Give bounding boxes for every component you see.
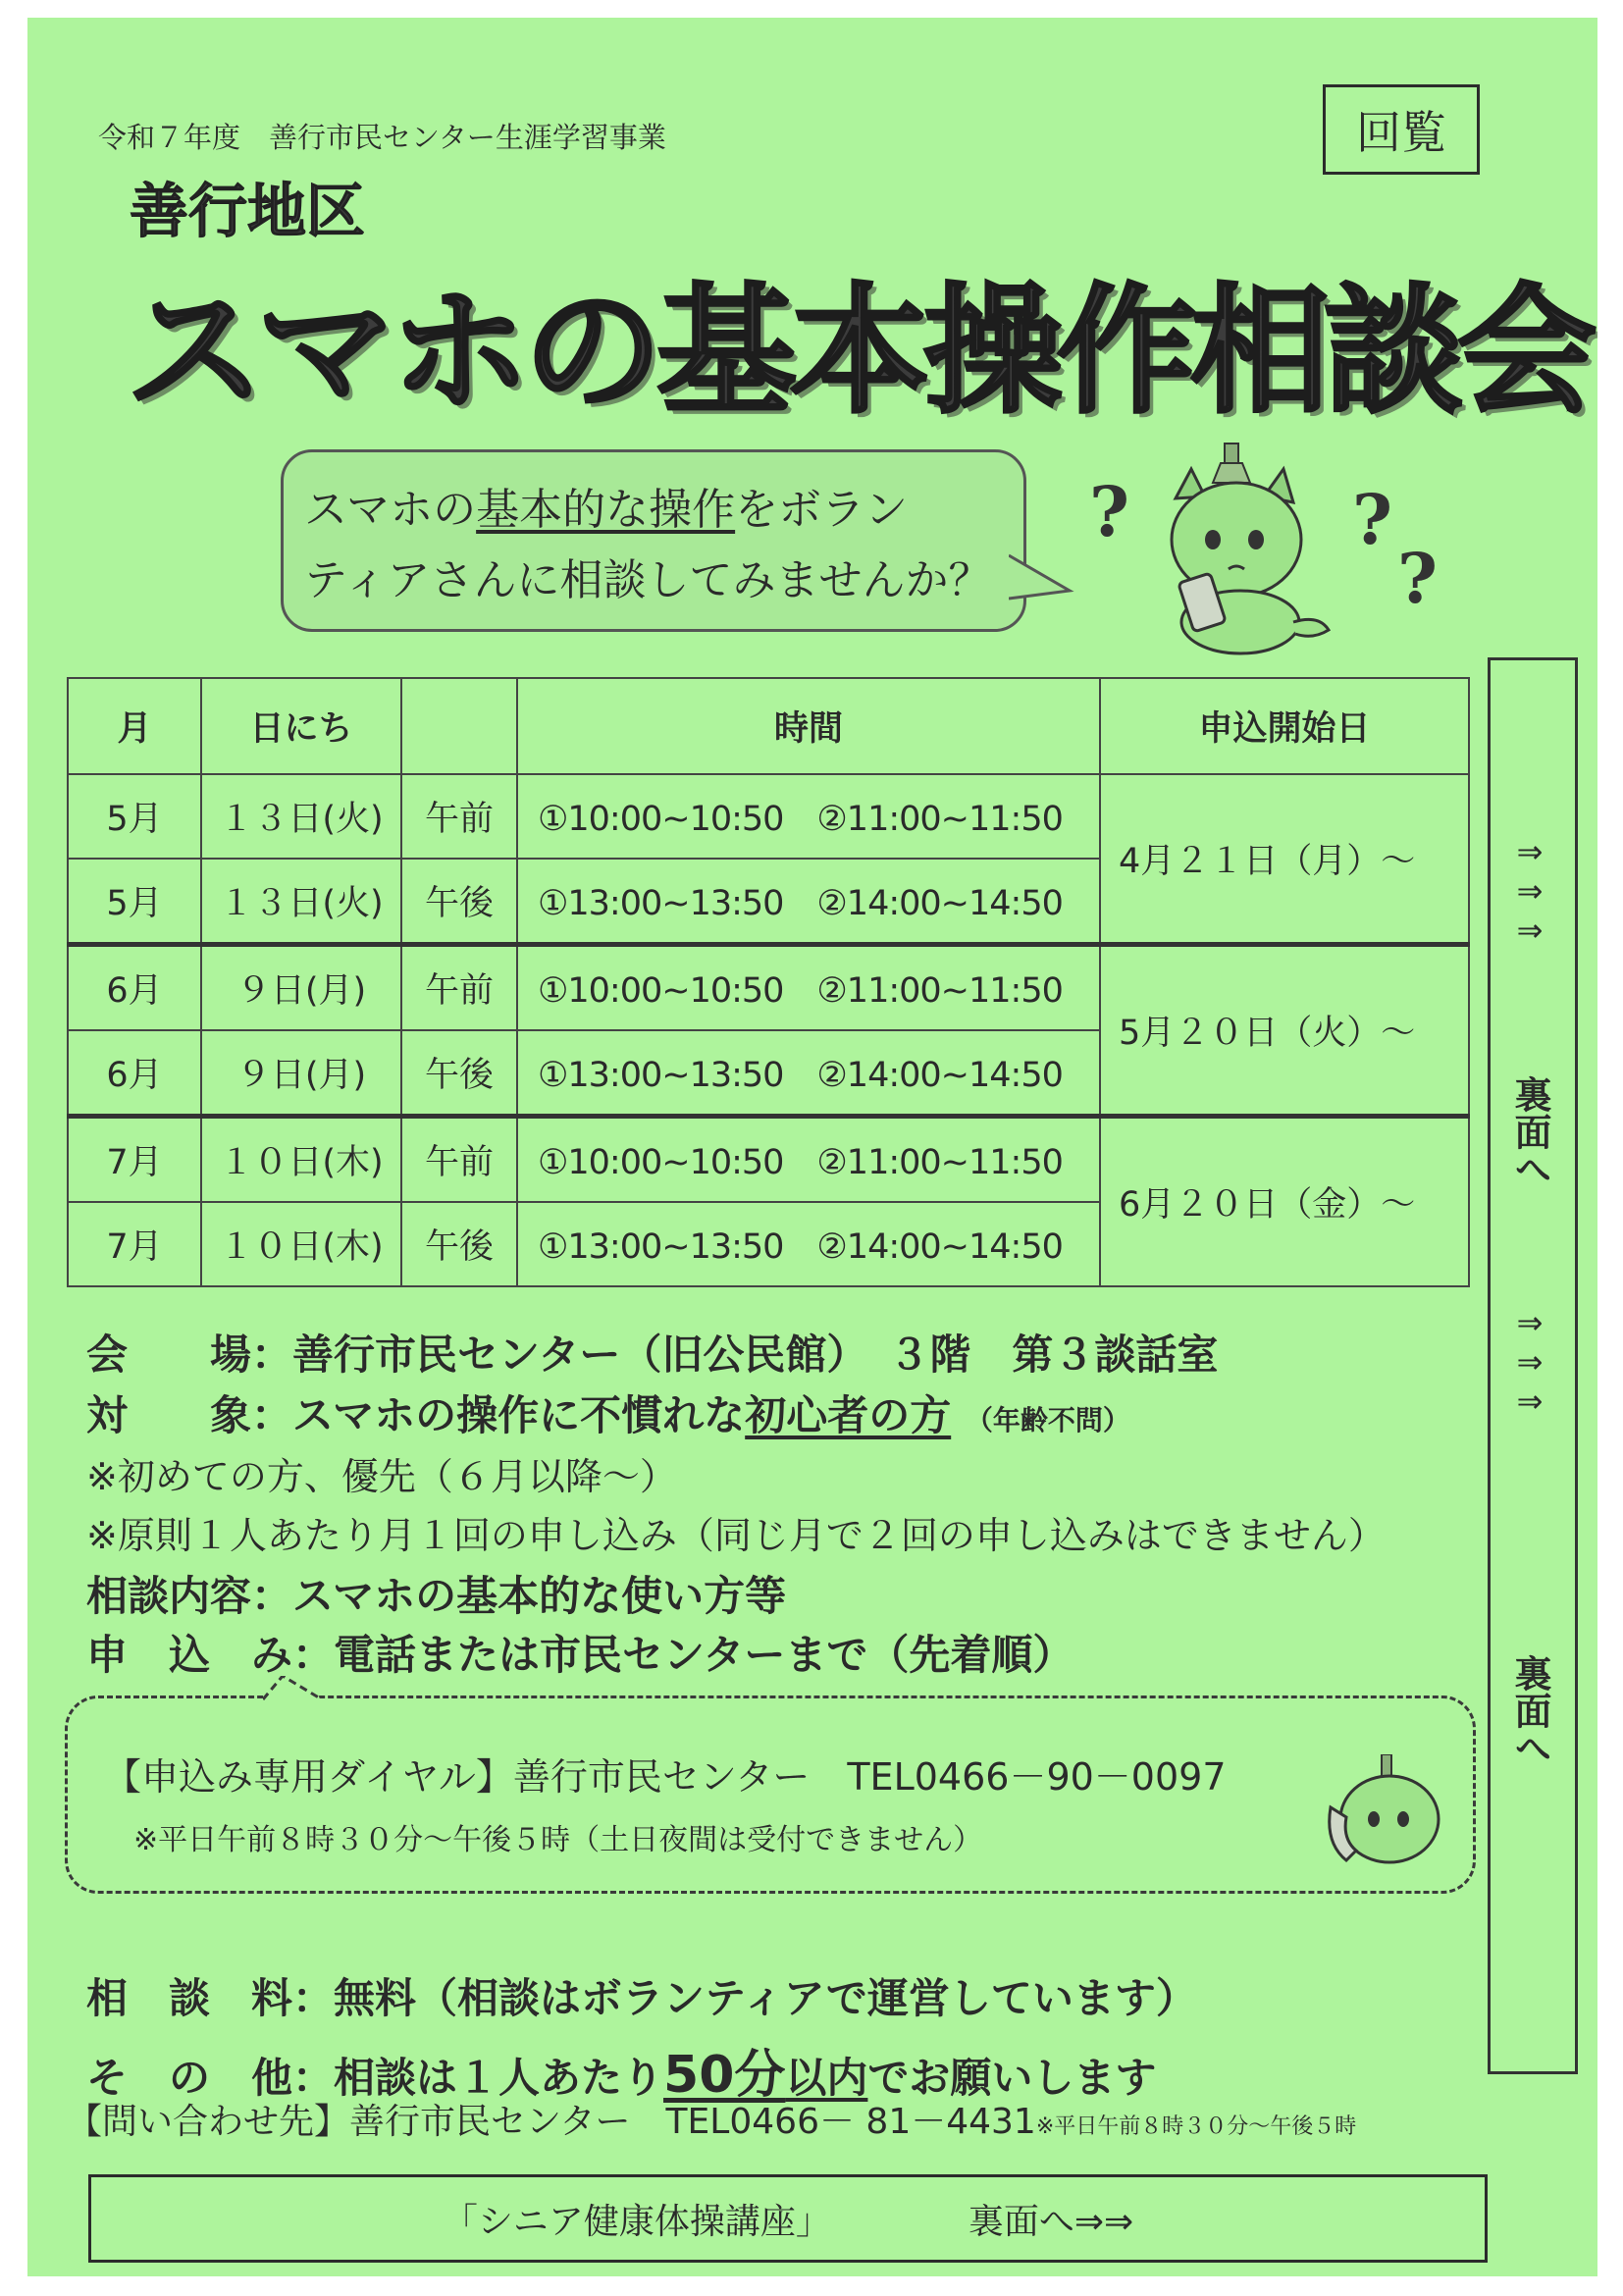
arrow-icon: ⇒: [1516, 912, 1544, 949]
arrow-icon: ⇒: [1516, 1304, 1544, 1341]
bubble-text: [304, 475, 1011, 616]
other-value-b: 50分: [663, 2046, 786, 2105]
district-title: 善行地区: [130, 178, 365, 246]
header-date: 日にち: [201, 678, 401, 774]
other-value-c: 以内: [785, 2054, 868, 2102]
venue-value: 善行市民センター（旧公民館） ３階 第３談話室: [292, 1331, 1219, 1379]
row-month: 5月: [68, 859, 201, 945]
apply-label: 申 込 み：: [86, 1631, 335, 1679]
row-month: 6月: [68, 1030, 201, 1117]
row-day: １０日(木): [201, 1202, 401, 1286]
arrow-icon: ⇒: [1516, 1343, 1544, 1381]
row-month: 7月: [68, 1117, 201, 1203]
senior-program-name: 「シニア健康体操講座」: [442, 2201, 831, 2242]
row-time: ①13:00~13:50 ②14:00~14:50: [517, 1030, 1100, 1117]
apply-row: [86, 1623, 1073, 1682]
row-period: 午前: [401, 1117, 517, 1203]
schedule-table: [67, 677, 1470, 1287]
page-title: スマホの基本操作相談会: [126, 271, 1592, 433]
speech-bubble-tail: [1009, 548, 1077, 616]
side-reverse-label-1: 裏面へ: [1508, 1075, 1551, 1187]
dial-box-pointer: [263, 1676, 341, 1701]
apply-value: 電話または市民センターまで（先着順）: [334, 1631, 1074, 1679]
table-row: [68, 945, 1469, 1031]
side-reverse-label-2: 裏面へ: [1508, 1654, 1551, 1766]
side-arrows-1: [1488, 832, 1572, 950]
arrow-icon: ⇒: [1516, 1383, 1544, 1420]
target-row: [86, 1383, 1130, 1442]
mascot-phone-icon: [1325, 1754, 1452, 1882]
row-time: ①13:00~13:50 ②14:00~14:50: [517, 859, 1100, 945]
apply-start-july: 6月２０日（金）～: [1100, 1117, 1469, 1287]
bottom-notice-box: [88, 2174, 1488, 2263]
flyer-sheet: [27, 18, 1597, 2276]
arrow-icon: ⇒: [1516, 833, 1544, 870]
header-apply-start: 申込開始日: [1100, 678, 1469, 774]
venue-row: [86, 1323, 1218, 1382]
row-period: 午前: [401, 774, 517, 859]
table-header-row: [68, 678, 1469, 774]
row-time: ①13:00~13:50 ②14:00~14:50: [517, 1202, 1100, 1286]
target-value-b: 初心者の方: [745, 1391, 952, 1439]
content-label: 相談内容：: [86, 1572, 293, 1620]
content-value: スマホの基本的な使い方等: [292, 1572, 787, 1620]
side-arrows-2: [1488, 1303, 1572, 1421]
row-period: 午後: [401, 859, 517, 945]
bubble-line2: ティアさんに相談してみませんか？: [304, 555, 992, 605]
header-month: 月: [68, 678, 201, 774]
row-time: ①10:00~10:50 ②11:00~11:50: [517, 945, 1100, 1031]
contact-text: 【問い合わせ先】善行市民センター TEL0466－ 81－4431: [67, 2102, 1036, 2142]
question-mark-1: ?: [1089, 471, 1130, 552]
target-note: （年齢不問）: [965, 1404, 1130, 1436]
row-day: ９日(月): [201, 945, 401, 1031]
table-row: [68, 774, 1469, 859]
row-day: ９日(月): [201, 1030, 401, 1117]
fee-label: 相 談 料：: [86, 1974, 335, 2022]
row-day: １３日(火): [201, 859, 401, 945]
apply-start-may: 4月２１日（月）～: [1100, 774, 1469, 945]
note-once-per-month: ※原則１人あたり月１回の申し込み（同じ月で２回の申し込みはできません）: [86, 1514, 1386, 1557]
arrow-icon: ⇒: [1516, 872, 1544, 910]
question-mark-2: ?: [1352, 479, 1393, 560]
contact-hours: ※平日午前８時３０分～午後５時: [1035, 2114, 1357, 2139]
content-row: [86, 1564, 786, 1623]
see-reverse-link: 裏面へ⇒⇒: [968, 2201, 1134, 2242]
question-mark-3: ?: [1397, 538, 1439, 619]
bottom-notice: [91, 2177, 1485, 2260]
bubble-line1-c: をボラン: [735, 485, 909, 535]
row-time: ①10:00~10:50 ②11:00~11:50: [517, 774, 1100, 859]
dial-phone-line: 【申込み専用ダイヤル】善行市民センター TEL0466－90－0097: [104, 1755, 1227, 1799]
header-time: 時間: [517, 678, 1100, 774]
target-label: 対 象：: [86, 1391, 293, 1439]
circulation-stamp: 回覧: [1323, 84, 1480, 175]
other-value-d: でお願いします: [867, 2054, 1157, 2102]
row-month: 6月: [68, 945, 201, 1031]
note-first-timers: ※初めての方、優先（６月以降～）: [86, 1455, 677, 1498]
table-row: [68, 1117, 1469, 1203]
bubble-line1-a: スマホの: [304, 485, 477, 535]
row-month: 5月: [68, 774, 201, 859]
bubble-line1-b: 基本的な操作: [476, 485, 736, 535]
contact-row: [67, 2094, 1356, 2144]
target-value-a: スマホの操作に不慣れな: [292, 1391, 746, 1439]
row-time: ①10:00~10:50 ②11:00~11:50: [517, 1117, 1100, 1203]
dial-hours: ※平日午前８時３０分～午後５時（土日夜間は受付できません）: [133, 1823, 983, 1857]
fee-row: [86, 1966, 1197, 2025]
other-label: そ の 他：: [86, 2054, 335, 2102]
row-period: 午前: [401, 945, 517, 1031]
other-value-a: 相談は１人あたり: [334, 2054, 664, 2102]
fee-value: 無料（相談はボランティアで運営しています）: [334, 1974, 1197, 2022]
program-line: 令和７年度 善行市民センター生涯学習事業: [98, 121, 666, 154]
venue-label: 会 場：: [86, 1331, 293, 1379]
row-day: １３日(火): [201, 774, 401, 859]
mascot-with-phone-icon: [1146, 430, 1342, 655]
apply-start-june: 5月２０日（火）～: [1100, 945, 1469, 1117]
row-month: 7月: [68, 1202, 201, 1286]
header-period: [401, 678, 517, 774]
row-period: 午後: [401, 1030, 517, 1117]
row-period: 午後: [401, 1202, 517, 1286]
row-day: １０日(木): [201, 1117, 401, 1203]
